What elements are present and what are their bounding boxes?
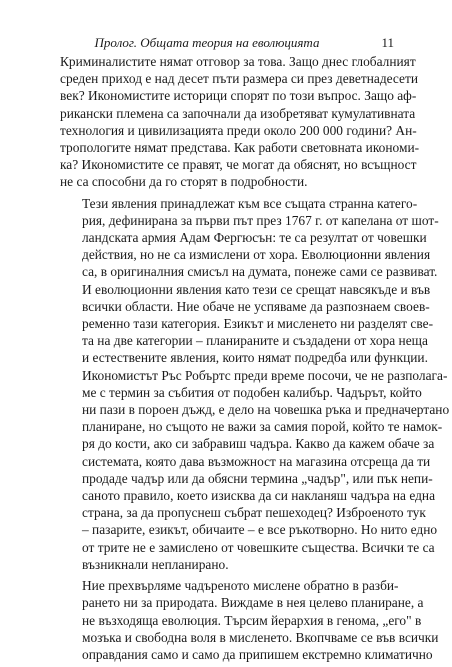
text-line: Ние прехвърляме чадъреното мислене обратно в разби- bbox=[82, 578, 399, 594]
text-line: възникнали непланирано. bbox=[82, 556, 229, 572]
text-line: действия, но не са измислени от хора. Еволюционни явления bbox=[82, 247, 431, 263]
text-line: не са способни да го сторят в подробности. bbox=[60, 174, 308, 190]
paragraph bbox=[60, 577, 439, 663]
text-line: продаде чадър или да обясни термина „чадър", или пък непи- bbox=[82, 470, 433, 486]
body-text bbox=[60, 53, 450, 667]
text-line: тропологите нямат представа. Как работи световната икономи- bbox=[60, 140, 420, 156]
text-line: ка? Икономистите се правят, че могат да обяснят, но всъщност bbox=[60, 157, 417, 173]
text-line: ме с термин за събития от подобен калибър. Чадърът, който bbox=[82, 384, 422, 400]
text-line: И еволюционни явления като тези се срещат навсякъде и във bbox=[82, 281, 431, 297]
running-header bbox=[60, 35, 394, 51]
text-line: от трите не е замислено от човешките същества. Всички те са bbox=[82, 539, 435, 555]
text-line: страна, за да пропуснеш събрат пешеходец? Изброеното тук bbox=[82, 505, 426, 521]
text-line: – пазарите, езикът, обичаите – е все ръкотворно. Но нито едно bbox=[82, 522, 438, 538]
paragraph bbox=[60, 195, 450, 573]
text-line: среден приход е над десет пъти размера си през деветнадесети bbox=[60, 71, 418, 87]
text-line: не възходяща еволюция. Търсим йерархия в генома, „его" в bbox=[82, 612, 422, 628]
text-line: век? Икономистите историци спорят по този въпрос. Защо аф- bbox=[60, 88, 417, 104]
text-line: Тези явления принадлежат към все същата странна катего- bbox=[82, 195, 418, 211]
text-line: са, в оригиналния смисъл на думата, понеже сами се развиват. bbox=[82, 264, 438, 280]
text-line: оправдания само и само да припишем екстремно климатично bbox=[82, 646, 433, 662]
running-title: Пролог. Общата теория на еволюцията bbox=[94, 35, 320, 50]
text-line: системата, която дава възможност на магазина отсреща да ти bbox=[82, 453, 431, 469]
text-line: Криминалистите нямат отговор за това. Защо днес глобалният bbox=[60, 54, 416, 69]
page-number: 11 bbox=[381, 35, 394, 50]
text-line: та на две категории – планираните и създадени от хора неща bbox=[82, 333, 428, 349]
text-line: ря до кости, ако си забравиш чадъра. Какво да кажем обаче за bbox=[82, 436, 435, 452]
text-line: рия, дефинирана за първи път през 1767 г. от капелана от шот- bbox=[82, 212, 439, 228]
text-line: саното правило, което изисква да си накланяш чадъра на една bbox=[82, 488, 436, 504]
text-line: всички области. Ние обаче не успяваме да разпознаем своев- bbox=[82, 298, 430, 314]
text-line: ременно тази категория. Езикът и мисленето ни разделят све- bbox=[82, 316, 434, 332]
text-line: мозъка и свободна воля в мисленето. Вкопчваме се във всички bbox=[82, 629, 439, 645]
text-line: рането ни за природата. Виждаме в нея целево планиране, а bbox=[82, 595, 424, 611]
text-line: и естествените явления, които нямат подредба или функции. bbox=[82, 350, 428, 366]
text-line: технология и цивилизацията преди около 200 000 години? Ан- bbox=[60, 122, 417, 138]
text-line: ландската армия Адам Фергюсън: те са резултат от човешки bbox=[82, 230, 427, 246]
paragraph bbox=[60, 53, 420, 191]
text-line: рикански племена са започнали да изобретяват кумулативната bbox=[60, 105, 416, 121]
text-line: планиране, но същото не важи за самия порой, който те намок- bbox=[82, 419, 443, 435]
text-line: ни пази в пороен дъжд, е дело на човешка ръка и предначертано bbox=[82, 402, 450, 418]
text-line: Икономистът Ръс Робъртс преди време посочи, че не разполага- bbox=[82, 367, 448, 383]
